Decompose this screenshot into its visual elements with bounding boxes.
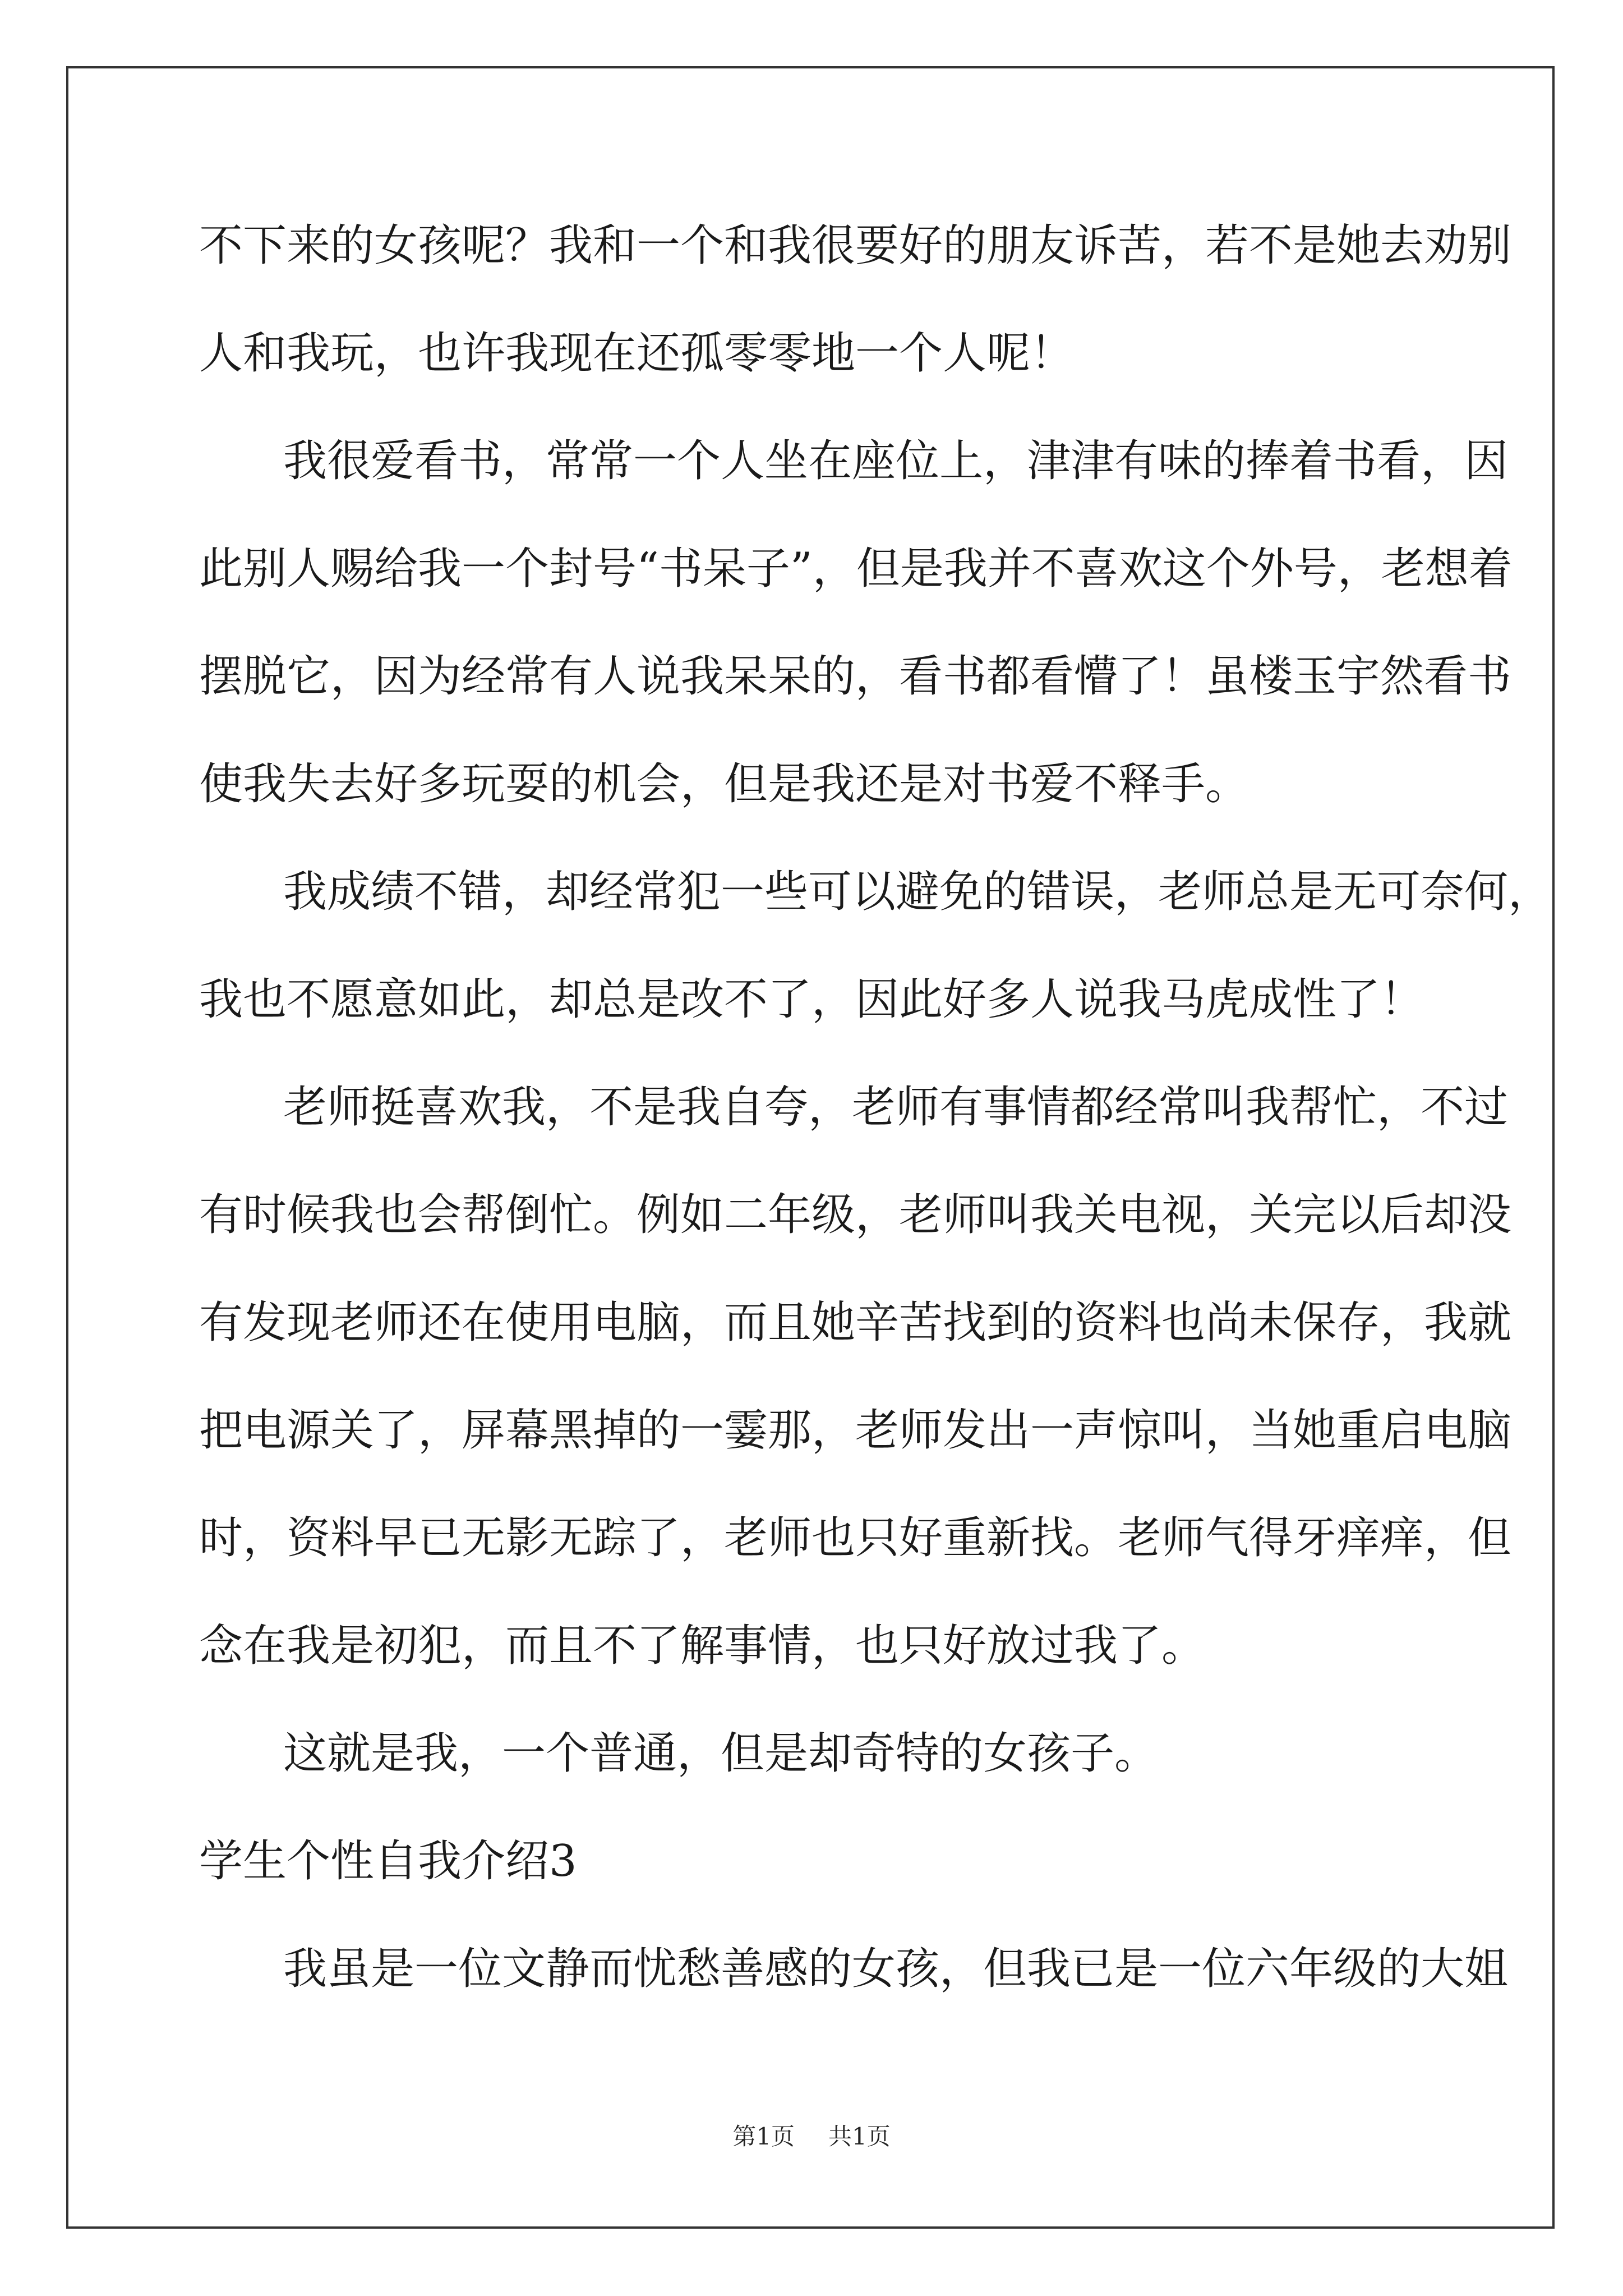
text-line: 人和我玩，也许我现在还孤零零地一个人呢！ — [199, 328, 1075, 379]
page-total: 共1页 — [828, 2123, 891, 2150]
paragraph-start-line: 老师挺喜欢我，不是我自夸，老师有事情都经常叫我帮忙，不过 — [283, 1082, 1509, 1133]
text-line: 有发现老师还在使用电脑，而且她辛苦找到的资料也尚未保存，我就 — [199, 1297, 1512, 1348]
document-body — [199, 212, 1552, 2043]
text-line: 摆脱它，因为经常有人说我呆呆的，看书都看懵了！虽楼玉宇然看书 — [199, 651, 1512, 702]
paragraph-start-line: 我成绩不错，却经常犯一些可以避免的错误，老师总是无可奈何， — [283, 867, 1552, 917]
paragraph-start-line: 这就是我，一个普通，但是却奇特的女孩子。 — [283, 1728, 1159, 1779]
text-line: 不下来的女孩呢？我和一个和我很要好的朋友诉苦，若不是她去劝别 — [199, 220, 1512, 271]
text-line: 使我失去好多玩耍的机会，但是我还是对书爱不释手。 — [199, 759, 1249, 809]
section-heading: 学生个性自我介绍3 — [199, 1836, 577, 1887]
paragraph-start-line: 我虽是一位文静而忧愁善感的女孩，但我已是一位六年级的大姐 — [283, 1944, 1509, 1994]
text-line: 此别人赐给我一个封号“书呆子”，但是我并不喜欢这个外号，老想着 — [199, 544, 1513, 594]
text-line: 有时候我也会帮倒忙。例如二年级，老师叫我关电视，关完以后却没 — [199, 1190, 1512, 1240]
text-line: 念在我是初犯，而且不了解事情，也只好放过我了。 — [199, 1621, 1206, 1671]
text-line: 我也不愿意如此，却总是改不了，因此好多人说我马虎成性了！ — [199, 974, 1424, 1025]
page-footer — [0, 2118, 1623, 2152]
page-number: 第1页 — [732, 2123, 795, 2150]
text-line: 把电源关了，屏幕黑掉的一霎那，老师发出一声惊叫，当她重启电脑 — [199, 1405, 1512, 1456]
paragraph-start-line: 我很爱看书，常常一个人坐在座位上，津津有味的捧着书看，因 — [283, 436, 1509, 486]
text-line: 时，资料早已无影无踪了，老师也只好重新找。老师气得牙痒痒，但 — [199, 1513, 1512, 1563]
